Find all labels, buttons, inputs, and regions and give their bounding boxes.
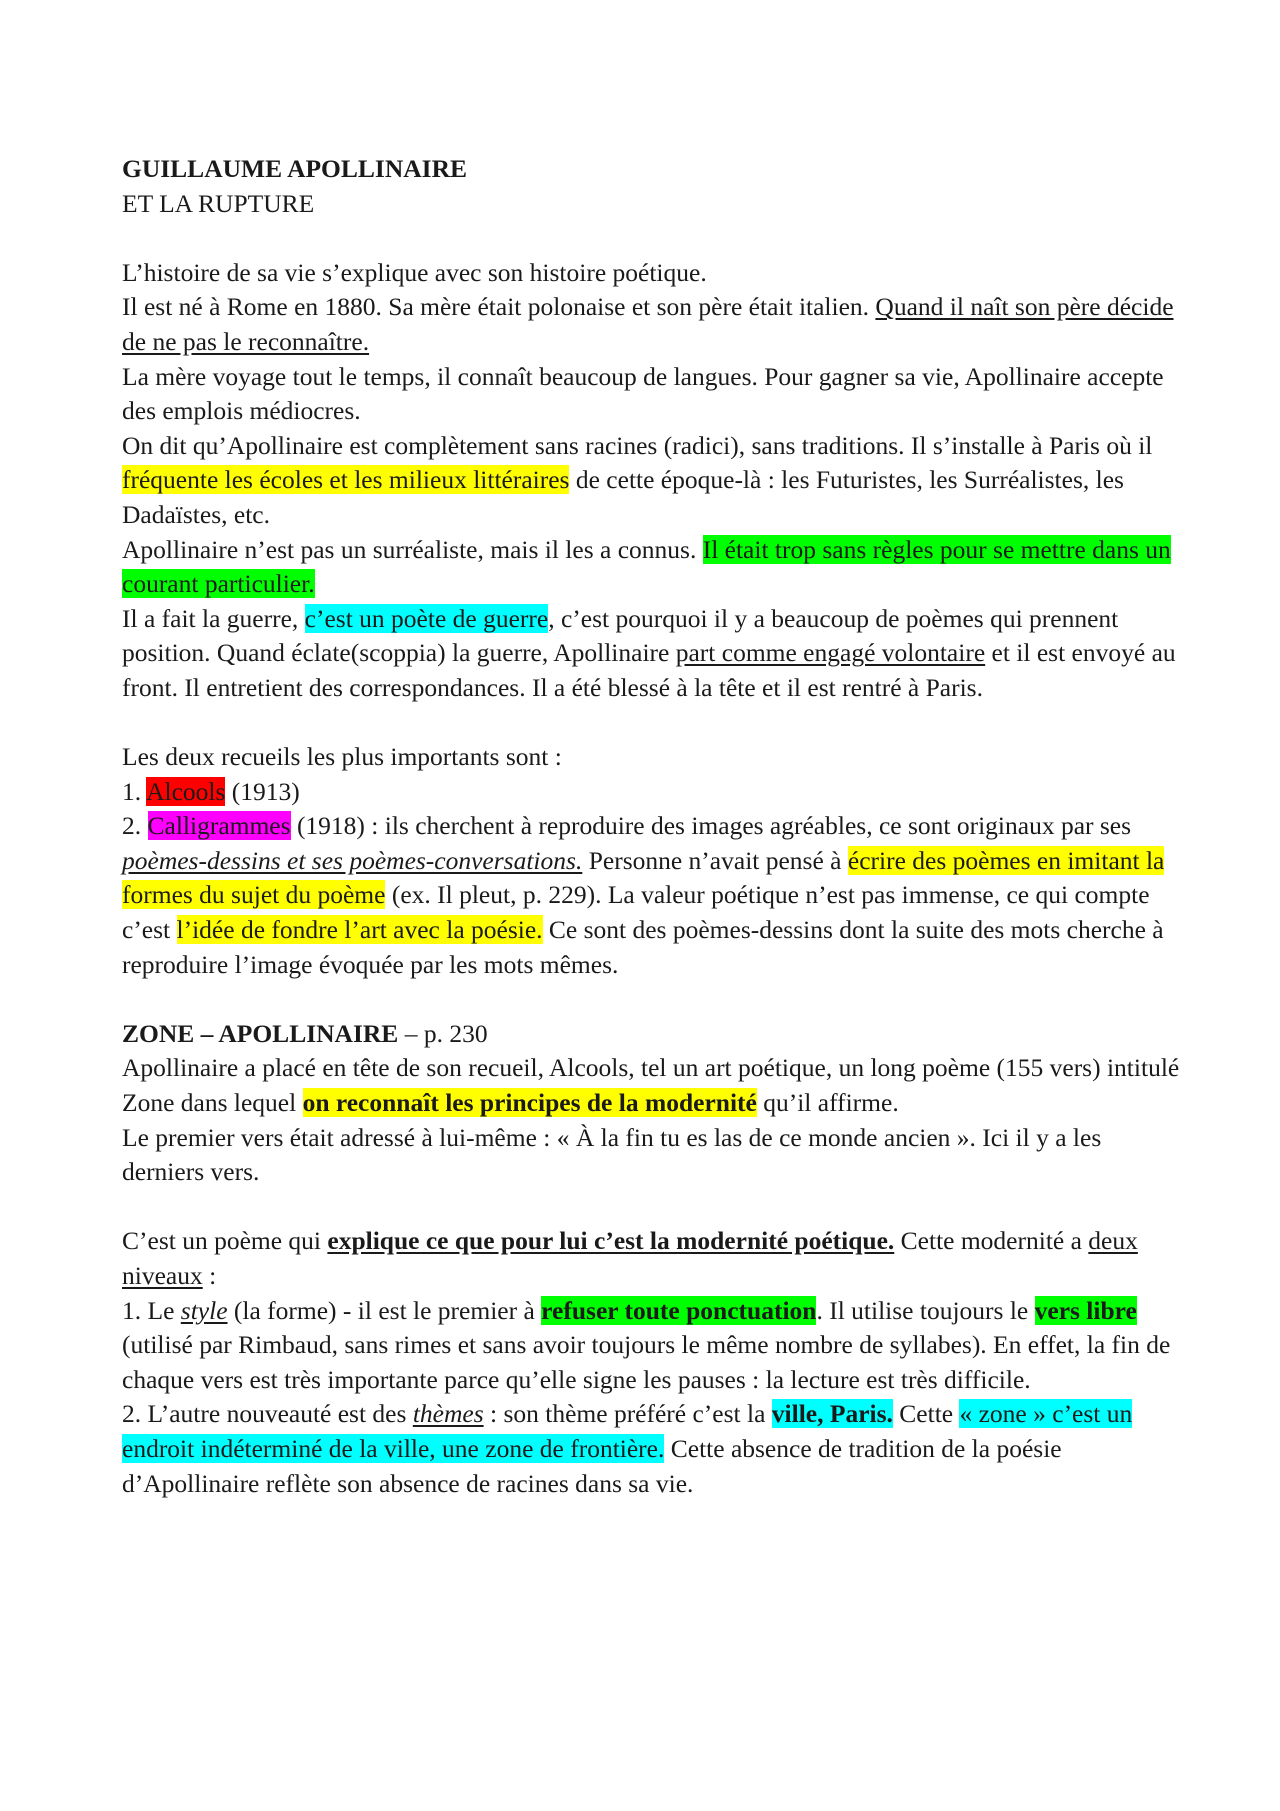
intro-mother: La mère voyage tout le temps, il connaît beaucoup de langues. Pour gagner sa vie, Apollinaire accepte des emplois médiocres. xyxy=(122,361,1164,426)
zone-heading: ZONE – APOLLINAIRE – p. 230 xyxy=(122,1018,488,1048)
intro-war: Il a fait la guerre, c’est un poète de guerre, c’est pourquoi il y a beaucoup de poèmes qui prennent position. Quand éclate(scoppia) la guerre, Apollinaire part comme engagé volontaire et il est envoyé au front. Il entretient des correspondances. Il a été blessé à la tête et il est rentré à Paris. xyxy=(122,603,1176,702)
zone-paragraph-1: Apollinaire a placé en tête de son recueil, Alcools, tel un art poétique, un long poème (155 vers) intitulé Zone dans lequel on reconnaît les principes de la modernité qu’il affirme. xyxy=(122,1053,1180,1118)
document-title: GUILLAUME APOLLINAIRE xyxy=(122,154,468,183)
intro-birth: Il est né à Rome en 1880. Sa mère était polonaise et son père était italien. Quand il naît son père décide de ne pas le reconnaître. xyxy=(122,292,1174,356)
recueil-alcools: 1. Alcools (1913) xyxy=(122,776,300,806)
recueils-intro: Les deux recueils les plus importants sont : xyxy=(122,742,562,772)
recueil-calligrammes: 2. Calligrammes (1918) : ils cherchent à reproduire des images agréables, ce sont originaux par ses poèmes-dessins et ses poèmes-conversations. Personne n’avait pensé à écrire des poèmes en imitant la formes du sujet du poème (ex. Il pleut, p. 229). La valeur poétique n’est pas immense, ce qui compte c’est l’idée de fondre l’art avec la poésie. Ce sont des poèmes-dessins dont la suite des mots cherche à reproduire l’image évoquée par les mots mêmes. xyxy=(122,811,1165,979)
intro-surrealist: Apollinaire n’est pas un surréaliste, mais il les a connus. Il était trop sans règles pour se mettre dans un courant particulier. xyxy=(122,534,1171,599)
modernite-themes: 2. L’autre nouveauté est des thèmes : son thème préféré c’est la ville, Paris. Cette « zone » c’est un endroit indéterminé de la ville, une zone de frontière. Cette absence de tradition de la poésie d’Apollinaire reflète son absence de racines dans sa vie. xyxy=(122,1399,1133,1498)
zone-paragraph-2: Le premier vers était adressé à lui-même : « À la fin tu es las de ce monde ancien ». Ici il y a les derniers vers. xyxy=(122,1122,1102,1187)
modernite-intro: C’est un poème qui explique ce que pour lui c’est la modernité poétique. Cette modernité a deux niveaux : xyxy=(122,1226,1138,1290)
intro-roots: On dit qu’Apollinaire est complètement sans racines (radici), sans traditions. Il s’installe à Paris où il fréquente les écoles et les milieux littéraires de cette époque-là : les Futuristes, les Surréalistes, les Dadaïstes, etc. xyxy=(122,430,1153,529)
document-subtitle: ET LA RUPTURE xyxy=(122,188,315,218)
modernite-style: 1. Le style (la forme) - il est le premier à refuser toute ponctuation. Il utilise toujours le vers libre (utilisé par Rimbaud, sans rimes et sans avoir toujours le même nombre de syllabes). En effet, la fin de chaque vers est très importante parce qu’elle signe les pauses : la lecture est très difficile. xyxy=(122,1295,1171,1394)
intro-line-1: L’histoire de sa vie s’explique avec son histoire poétique. xyxy=(122,257,707,287)
